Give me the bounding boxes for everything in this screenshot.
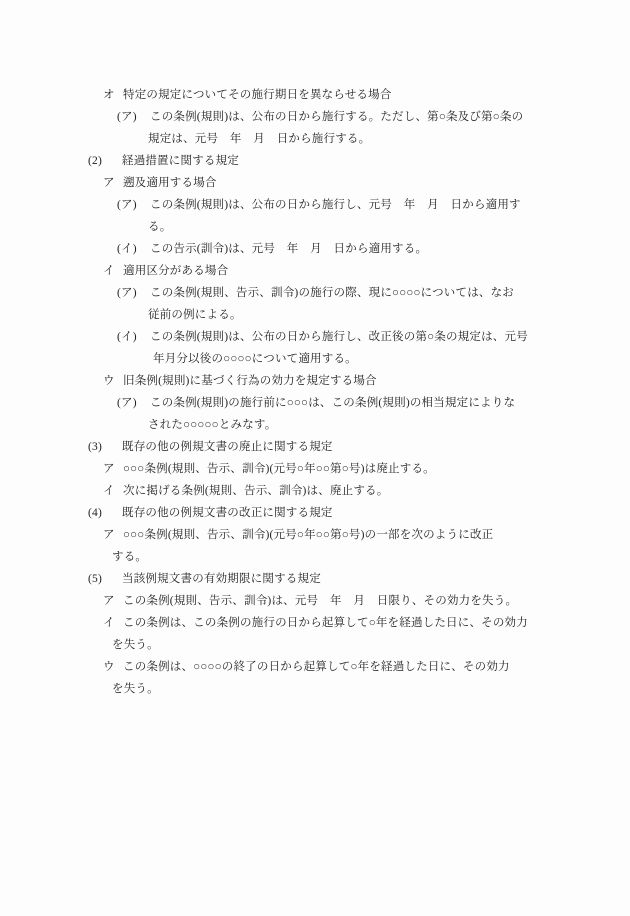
item-label: (ア) — [117, 111, 137, 123]
item-label: ア — [103, 529, 115, 541]
document-line — [0, 634, 630, 656]
document-line — [0, 84, 630, 106]
document-line — [0, 656, 630, 678]
item-label: ウ — [103, 661, 115, 673]
item-label: (2) — [88, 155, 103, 167]
document-line — [0, 106, 630, 128]
document-line — [0, 128, 630, 150]
item-label: ア — [103, 463, 115, 475]
item-label: ウ — [103, 375, 115, 387]
document-line — [0, 238, 630, 260]
document-line — [0, 524, 630, 546]
line-text: ○○○条例(規則、告示、訓令)(元号○年○○第○号)は廃止する。 — [123, 463, 435, 475]
document-line — [0, 590, 630, 612]
line-text: を失う。 — [112, 683, 159, 695]
document-body — [0, 84, 630, 700]
line-text: この条例(規則、告示、訓令)は、元号 年 月 日限り、その効力を失う。 — [123, 595, 518, 607]
item-label: (5) — [88, 573, 103, 585]
document-line — [0, 282, 630, 304]
item-label: イ — [103, 485, 115, 497]
line-text: る。 — [148, 221, 172, 233]
line-text: 既存の他の例規文書の廃止に関する規定 — [122, 441, 333, 453]
item-label: ア — [103, 177, 115, 189]
document-line — [0, 612, 630, 634]
item-label: (イ) — [117, 243, 137, 255]
document-line — [0, 436, 630, 458]
document-line — [0, 568, 630, 590]
document-line — [0, 458, 630, 480]
document-line — [0, 370, 630, 392]
line-text: 規定は、元号 年 月 日から施行する。 — [148, 133, 371, 145]
document-line — [0, 546, 630, 568]
line-text: この条例(規則、告示、訓令)の施行の際、現に○○○○については、なお — [150, 287, 515, 299]
document-line — [0, 480, 630, 502]
document-line — [0, 216, 630, 238]
line-text: この条例(規則)は、公布の日から施行し、元号 年 月 日から適用す — [150, 199, 521, 211]
document-line — [0, 194, 630, 216]
item-label: (4) — [88, 507, 103, 519]
document-line — [0, 326, 630, 348]
line-text: された○○○○○とみなす。 — [148, 419, 277, 431]
item-label: (ア) — [117, 397, 137, 409]
line-text: する。 — [112, 551, 148, 563]
document-line — [0, 414, 630, 436]
line-text: 経過措置に関する規定 — [122, 155, 239, 167]
line-text: この条例(規則)は、公布の日から施行し、改正後の第○条の規定は、元号 — [150, 331, 528, 343]
line-text: この条例は、○○○○の終了の日から起算して○年を経過した日に、その効力 — [123, 661, 510, 673]
item-label: (ア) — [117, 287, 137, 299]
line-text: 年月分以後の○○○○について適用する。 — [153, 353, 357, 365]
item-label: イ — [103, 617, 115, 629]
line-text: 次に掲げる条例(規則、告示、訓令)は、廃止する。 — [123, 485, 389, 497]
line-text: ○○○条例(規則、告示、訓令)(元号○年○○第○号)の一部を次のように改正 — [123, 529, 494, 541]
line-text: を失う。 — [112, 639, 159, 651]
line-text: この条例(規則)の施行前に○○○は、この条例(規則)の相当規定によりな — [150, 397, 516, 409]
item-label: ア — [103, 595, 115, 607]
line-text: 特定の規定についてその施行期日を異ならせる場合 — [123, 89, 392, 101]
line-text: 遡及適用する場合 — [123, 177, 217, 189]
item-label: オ — [103, 89, 115, 101]
document-line — [0, 260, 630, 282]
document-line — [0, 304, 630, 326]
document-line — [0, 150, 630, 172]
document-line — [0, 392, 630, 414]
line-text: この条例は、この条例の施行の日から起算して○年を経過した日に、その効力 — [123, 617, 528, 629]
line-text: この告示(訓令)は、元号 年 月 日から適用する。 — [150, 243, 428, 255]
line-text: 既存の他の例規文書の改正に関する規定 — [122, 507, 333, 519]
line-text: この条例(規則)は、公布の日から施行する。ただし、第○条及び第○条の — [150, 111, 524, 123]
document-line — [0, 172, 630, 194]
item-label: (イ) — [117, 331, 137, 343]
line-text: 旧条例(規則)に基づく行為の効力を規定する場合 — [123, 375, 377, 387]
line-text: 当該例規文書の有効期限に関する規定 — [122, 573, 321, 585]
item-label: (3) — [88, 441, 103, 453]
item-label: イ — [103, 265, 115, 277]
line-text: 従前の例による。 — [148, 309, 242, 321]
document-line — [0, 348, 630, 370]
line-text: 適用区分がある場合 — [123, 265, 229, 277]
item-label: (ア) — [117, 199, 137, 211]
document-line — [0, 678, 630, 700]
document-line — [0, 502, 630, 524]
